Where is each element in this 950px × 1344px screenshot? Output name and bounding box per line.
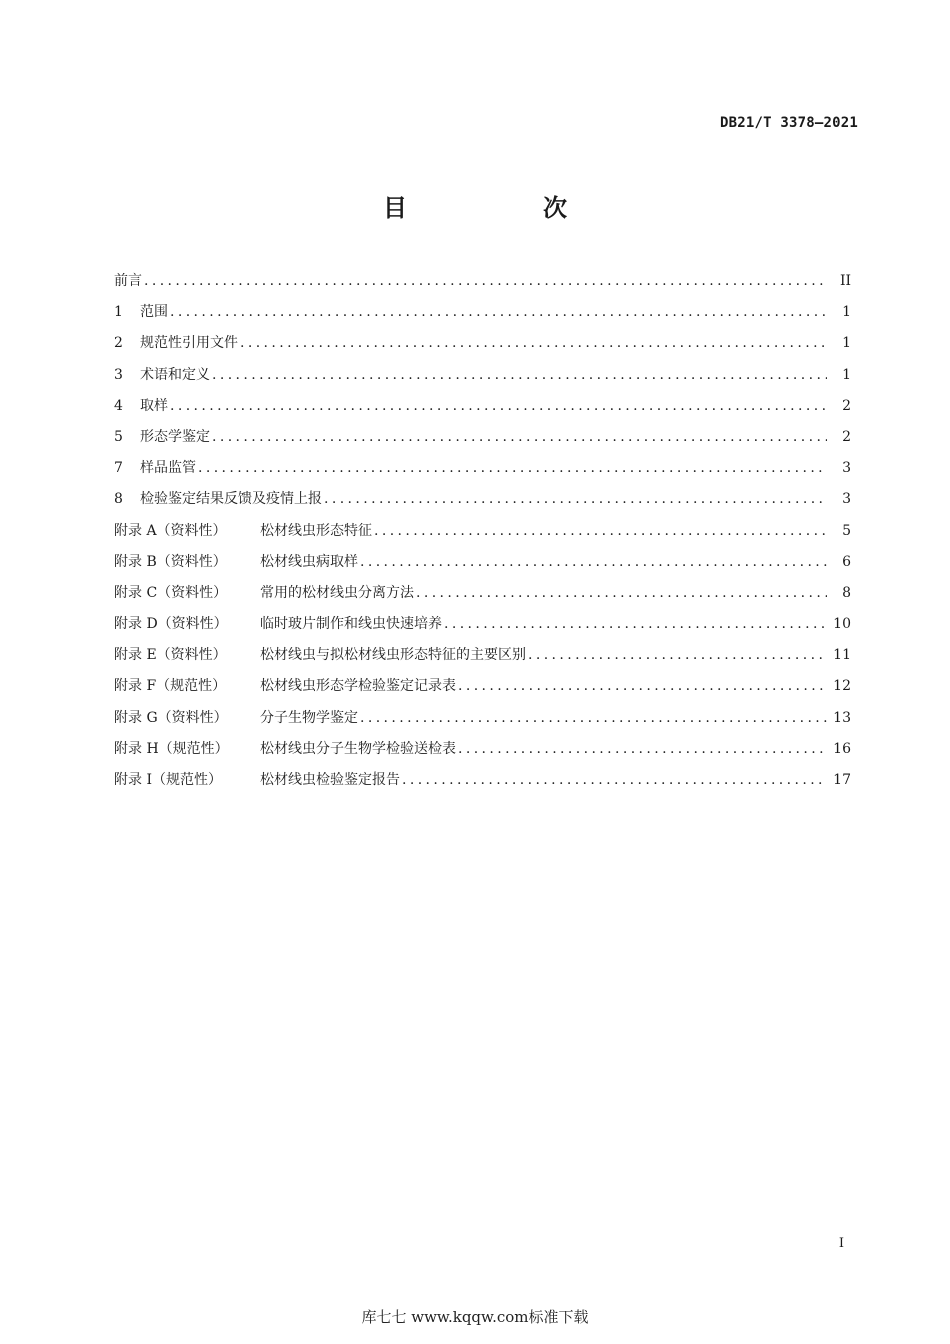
- toc-entry[interactable]: [114, 484, 851, 515]
- toc-dot-leader: [144, 266, 827, 297]
- toc-dot-leader: [324, 484, 827, 515]
- page-title: 目 次: [383, 194, 623, 222]
- toc-entry-title: 临时玻片制作和线虫快速培养: [260, 616, 442, 633]
- toc-entry-page: 16: [833, 740, 851, 757]
- toc-entry-title: 形态学鉴定: [140, 428, 210, 445]
- table-of-contents: [114, 266, 851, 796]
- toc-entry-page: 8: [842, 584, 851, 601]
- toc-entry-page: 3: [842, 491, 851, 508]
- toc-dot-leader: [416, 578, 827, 609]
- toc-entry-annex-label: 附录 B（资料性）: [114, 553, 227, 570]
- toc-entry-number: 2: [114, 335, 123, 352]
- toc-dot-leader: [360, 547, 827, 578]
- toc-dot-leader: [170, 297, 827, 328]
- toc-entry-annex-label: 附录 F（规范性）: [114, 678, 227, 695]
- toc-entry-page: 2: [842, 428, 851, 445]
- toc-entry[interactable]: [114, 547, 851, 578]
- toc-entry-number: 5: [114, 428, 123, 445]
- toc-dot-leader: [212, 360, 827, 391]
- toc-entry-annex-label: 附录 A（资料性）: [114, 522, 227, 539]
- toc-entry-annex-label: 附录 I（规范性）: [114, 772, 222, 788]
- toc-entry-page: 13: [833, 709, 851, 726]
- toc-entry-page: 5: [842, 522, 851, 539]
- toc-entry-number: 1: [114, 304, 123, 321]
- toc-dot-leader: [170, 391, 827, 422]
- toc-entry-number: 7: [114, 460, 123, 477]
- toc-entry[interactable]: [114, 391, 851, 422]
- toc-dot-leader: [528, 640, 827, 671]
- toc-entry-annex-label: 附录 E（资料性）: [114, 647, 227, 664]
- toc-entry[interactable]: [114, 266, 851, 297]
- toc-entry-title: 规范性引用文件: [140, 335, 238, 352]
- toc-entry[interactable]: [114, 703, 851, 734]
- toc-entry-title: 范围: [140, 304, 168, 321]
- toc-entry-title: 松材线虫与拟松材线虫形态特征的主要区别: [260, 647, 526, 664]
- toc-entry-title: 松材线虫检验鉴定报告: [260, 772, 400, 788]
- toc-entry-annex-label: 附录 C（资料性）: [114, 584, 228, 601]
- toc-dot-leader: [198, 453, 827, 484]
- toc-entry-title: 松材线虫病取样: [260, 553, 358, 570]
- toc-entry-page: 17: [833, 772, 851, 788]
- toc-entry[interactable]: [114, 640, 851, 671]
- toc-entry-title: 样品监管: [140, 460, 196, 477]
- toc-entry[interactable]: [114, 765, 851, 796]
- toc-dot-leader: [240, 328, 827, 359]
- toc-entry-number: 8: [114, 491, 123, 508]
- toc-entry-annex-label: 附录 G（资料性）: [114, 709, 228, 726]
- toc-dot-leader: [458, 734, 827, 765]
- watermark-text: 库七七 www.kqqw.com标准下载: [361, 1308, 589, 1326]
- toc-entry-page: 3: [842, 460, 851, 477]
- toc-dot-leader: [360, 703, 827, 734]
- toc-entry[interactable]: [114, 671, 851, 702]
- page-number: I: [838, 1236, 844, 1251]
- toc-entry[interactable]: [114, 297, 851, 328]
- toc-dot-leader: [458, 671, 827, 702]
- toc-entry-page: 1: [842, 304, 851, 321]
- toc-dot-leader: [212, 422, 827, 453]
- toc-dot-leader: [444, 609, 827, 640]
- toc-entry-page: 6: [842, 553, 851, 570]
- toc-entry-page: 2: [842, 397, 851, 414]
- standard-code: DB21/T 3378—2021: [719, 115, 858, 131]
- toc-entry-number: 3: [114, 366, 123, 383]
- toc-entry-page: II: [839, 273, 851, 289]
- toc-entry-title: 分子生物学鉴定: [260, 709, 358, 726]
- toc-entry-number: 4: [114, 397, 123, 414]
- toc-entry-annex-label: 附录 H（规范性）: [114, 740, 229, 757]
- toc-entry-title: 术语和定义: [140, 366, 210, 383]
- toc-entry[interactable]: [114, 609, 851, 640]
- toc-entry-annex-label: 附录 D（资料性）: [114, 616, 228, 633]
- toc-entry[interactable]: [114, 734, 851, 765]
- toc-entry-title: 常用的松材线虫分离方法: [260, 584, 414, 601]
- toc-entry[interactable]: [114, 422, 851, 453]
- toc-entry-title: 松材线虫形态特征: [260, 522, 372, 539]
- toc-entry-page: 11: [833, 647, 851, 664]
- toc-entry-title: 前言: [114, 273, 142, 289]
- toc-entry[interactable]: [114, 360, 851, 391]
- toc-entry[interactable]: [114, 453, 851, 484]
- toc-dot-leader: [402, 765, 827, 796]
- toc-entry-page: 10: [833, 616, 851, 633]
- toc-entry[interactable]: [114, 578, 851, 609]
- toc-entry-title: 取样: [140, 397, 168, 414]
- toc-entry-title: 检验鉴定结果反馈及疫情上报: [140, 491, 322, 508]
- toc-entry-page: 1: [842, 335, 851, 352]
- toc-entry[interactable]: [114, 516, 851, 547]
- toc-entry-title: 松材线虫形态学检验鉴定记录表: [260, 678, 456, 695]
- toc-entry-page: 12: [833, 678, 851, 695]
- toc-dot-leader: [374, 516, 827, 547]
- toc-entry[interactable]: [114, 328, 851, 359]
- toc-entry-page: 1: [842, 366, 851, 383]
- toc-entry-title: 松材线虫分子生物学检验送检表: [260, 740, 456, 757]
